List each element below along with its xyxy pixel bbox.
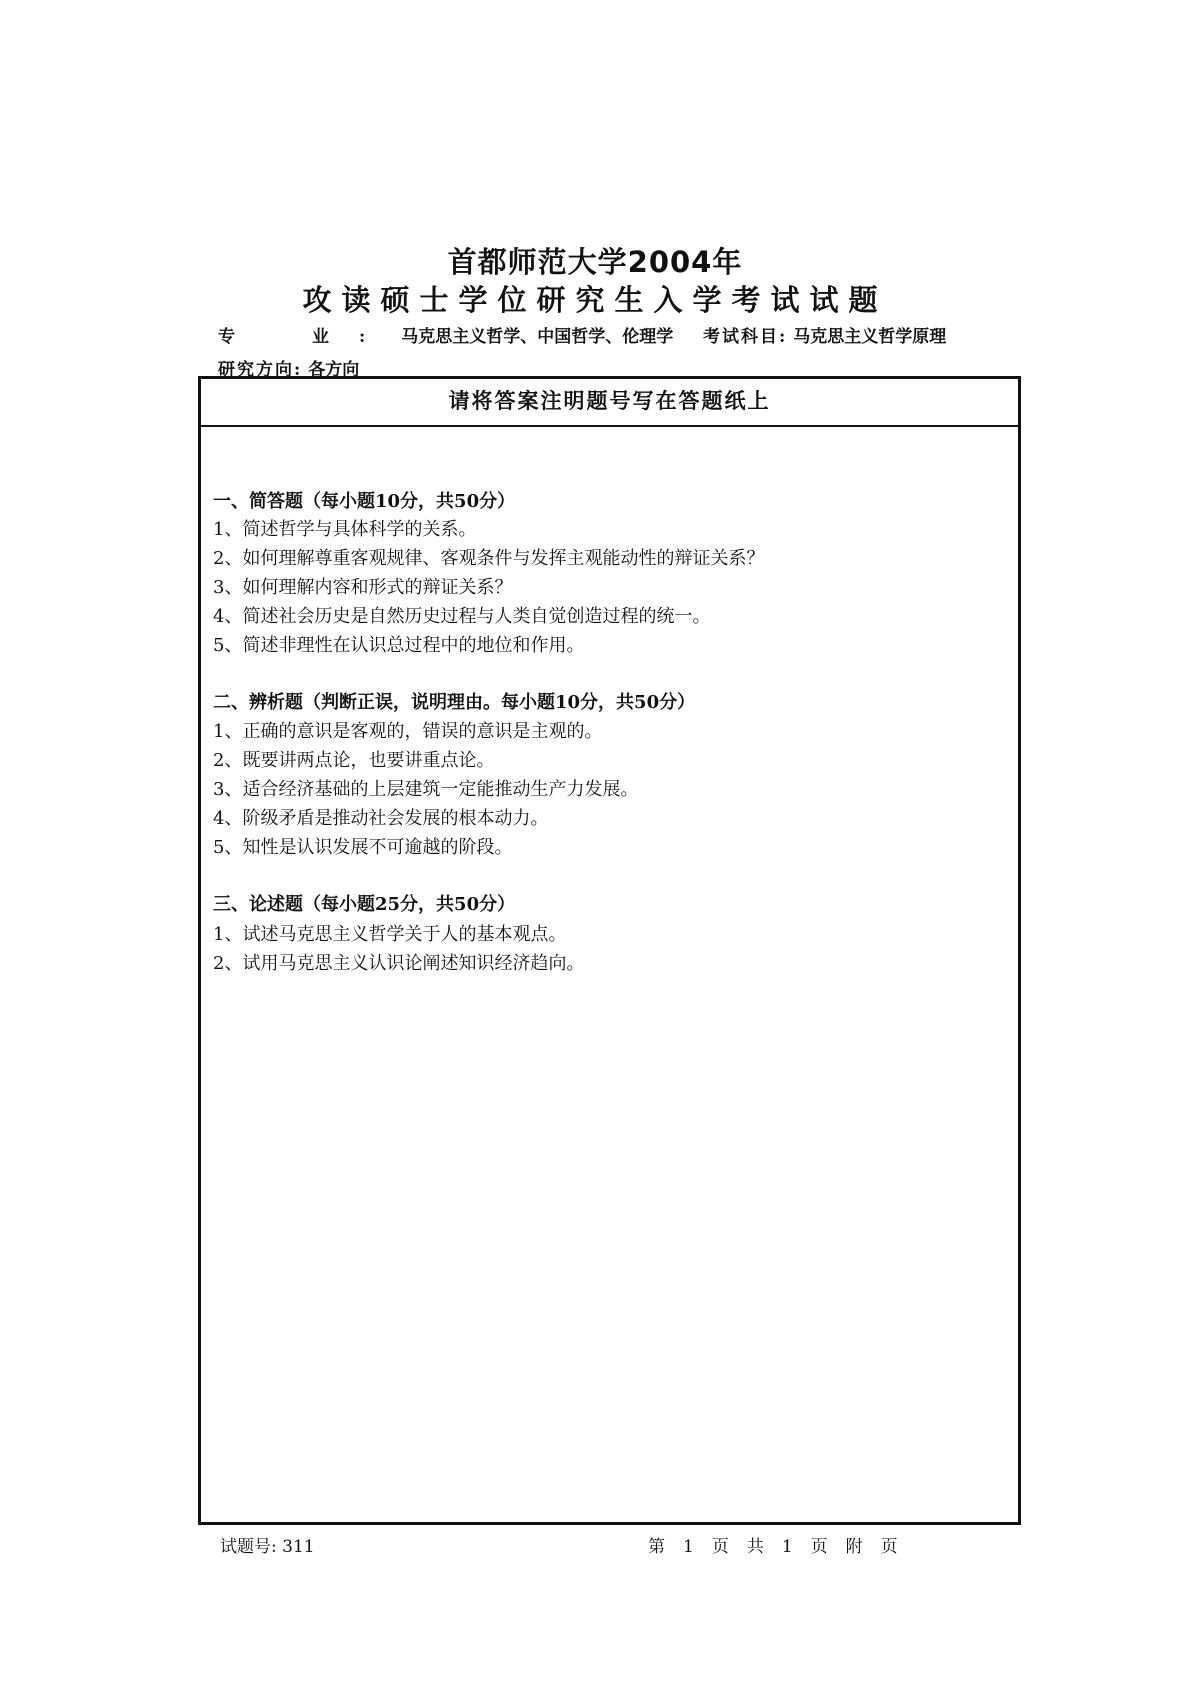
subject-row (703, 322, 946, 347)
question-item: 4、简述社会历史是自然历史过程与人类自觉创造过程的统一。 (213, 606, 711, 627)
section-heading-analysis: 二、辨析题（判断正误，说明理由。每小题10分，共50分） (213, 692, 696, 713)
page-fu: 附 (845, 1537, 869, 1557)
exam-code-label: 试题号: (220, 1537, 277, 1557)
page-total: 1 (781, 1537, 799, 1557)
answer-frame (198, 376, 1021, 1525)
exam-code (220, 1532, 315, 1557)
page-number: 1 (683, 1537, 700, 1557)
subject-label: 考试科目: (703, 327, 788, 347)
page-gong: 共 (746, 1537, 770, 1557)
exam-title-line2: 攻读硕士学位研究生入学考试试题 (302, 283, 888, 317)
question-item: 1、试述马克思主义哲学关于人的基本观点。 (213, 924, 567, 945)
question-item: 1、正确的意识是客观的，错误的意识是主观的。 (213, 721, 603, 742)
section-heading-essay: 三、论述题（每小题25分，共50分） (213, 894, 516, 915)
direction-label: 研究方向: (218, 360, 303, 380)
page-ye: 页 (711, 1537, 735, 1557)
question-item: 3、适合经济基础的上层建筑一定能推动生产力发展。 (213, 779, 639, 800)
notice-divider (201, 425, 1018, 427)
question-item: 5、简述非理性在认识总过程中的地位和作用。 (213, 635, 585, 656)
question-item: 5、知性是认识发展不可逾越的阶段。 (213, 837, 513, 858)
question-item: 1、简述哲学与具体科学的关系。 (213, 519, 477, 540)
question-item: 2、试用马克思主义认识论阐述知识经济趋向。 (213, 953, 585, 974)
subject-value: 马克思主义哲学原理 (793, 327, 947, 347)
answer-notice: 请将答案注明题号写在答题纸上 (448, 388, 771, 413)
major-row (218, 322, 673, 347)
direction-value: 各方向 (308, 360, 360, 380)
major-value: 马克思主义哲学、中国哲学、伦理学 (401, 327, 674, 347)
question-item: 4、阶级矛盾是推动社会发展的根本动力。 (213, 808, 549, 829)
question-item: 2、如何理解尊重客观规律、客观条件与发挥主观能动性的辩证关系？ (213, 548, 765, 569)
exam-code-value: 311 (282, 1537, 315, 1557)
page-ye2: 页 (810, 1537, 834, 1557)
question-item: 2、既要讲两点论，也要讲重点论。 (213, 750, 495, 771)
page-di: 第 (648, 1537, 671, 1557)
exam-title-line1: 首都师范大学2004年 (447, 245, 743, 279)
question-item: 3、如何理解内容和形式的辩证关系？ (213, 577, 513, 598)
page-ye3: 页 (880, 1537, 904, 1557)
page-indicator (648, 1532, 916, 1557)
major-label: 专 业: (218, 327, 396, 347)
section-heading-short-answer: 一、简答题（每小题10分，共50分） (213, 491, 516, 512)
